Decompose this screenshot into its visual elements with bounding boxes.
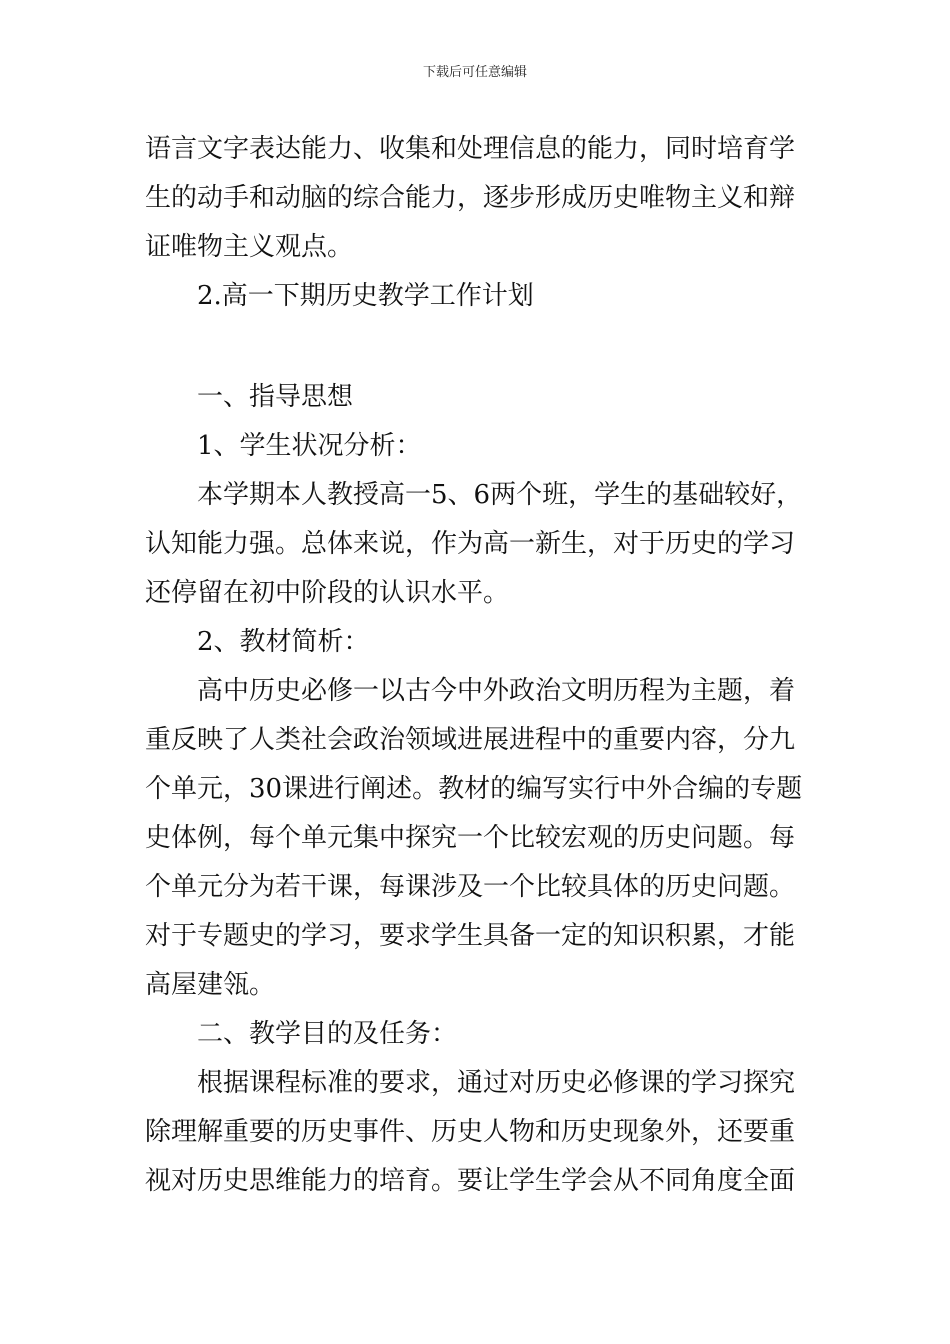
document-body [145,125,810,1206]
body-line-15: 个单元分为若干课，每课涉及一个比较具体的历史问题。 [145,872,796,902]
body-line-13: 个单元，30课进行阐述。教材的编写实行中外合编的专题 [145,774,803,804]
subheading-student-analysis: 1、学生状况分析： [197,431,422,461]
body-line-17: 高屋建瓴。 [145,970,276,1000]
body-line-19: 根据课程标准的要求，通过对历史必修课的学习探究 [197,1068,796,1098]
body-line-12: 重反映了人类社会政治领域进展进程中的重要内容，分九 [145,725,796,755]
body-line-20: 除理解重要的历史事件、历史人物和历史现象外，还要重 [145,1117,796,1147]
body-line-9: 还停留在初中阶段的认识水平。 [145,578,510,608]
body-line-1: 语言文字表达能力、收集和处理信息的能力，同时培育学 [145,134,796,164]
heading-teaching-goals: 二、教学目的及任务： [197,1019,458,1049]
section-title-plan: 2.高一下期历史教学工作计划 [197,281,534,311]
body-line-11: 高中历史必修一以古今中外政治文明历程为主题，着 [197,676,796,706]
page-header-note: 下载后可任意编辑 [422,65,527,80]
body-line-21: 视对历史思维能力的培育。要让学生学会从不同角度全面 [145,1166,796,1196]
body-line-16: 对于专题史的学习，要求学生具备一定的知识积累，才能 [145,921,796,951]
body-line-7: 本学期本人教授高一5、6两个班，学生的基础较好， [197,480,803,510]
blank-gap [145,321,810,373]
body-line-14: 史体例，每个单元集中探究一个比较宏观的历史问题。每 [145,823,796,853]
heading-guiding-thought: 一、指导思想 [197,382,354,412]
body-line-8: 认知能力强。总体来说，作为高一新生，对于历史的学习 [145,529,796,559]
body-line-2: 生的动手和动脑的综合能力，逐步形成历史唯物主义和辩 [145,183,796,213]
body-line-3: 证唯物主义观点。 [145,232,354,262]
subheading-textbook-analysis: 2、教材简析： [197,627,370,657]
